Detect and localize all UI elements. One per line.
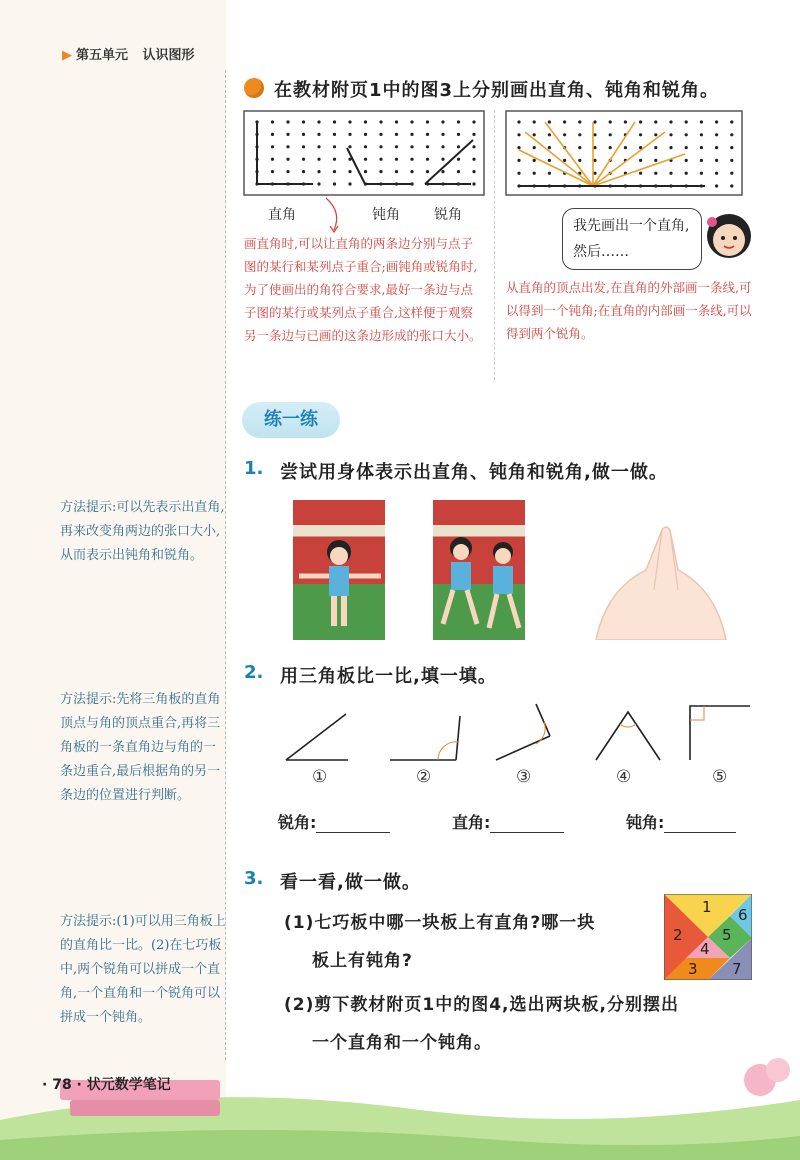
method-tip-3: 方法提示:(1)可以用三角板上的直角比一比。(2)在七巧板中,两个锐角可以拼成一个直角,一个直角和一个锐角可以拼成一个钝角。 bbox=[60, 914, 226, 1025]
grid-dot bbox=[517, 172, 520, 175]
acute-label: 锐角: bbox=[278, 813, 317, 832]
right-label: 直角: bbox=[452, 813, 491, 832]
grid-dot bbox=[379, 170, 382, 173]
label-obtuse-angle: 钝角 bbox=[372, 207, 400, 223]
grid-dot bbox=[426, 133, 429, 136]
grid-dot bbox=[457, 145, 460, 148]
grid-dot bbox=[302, 133, 305, 136]
grid-dot bbox=[700, 172, 703, 175]
grid-dot bbox=[517, 120, 520, 123]
grid-dot bbox=[457, 158, 460, 161]
method-tip-1: 方法提示:可以先表示出直角,再来改变角两边的张口大小,从而表示出钝角和锐角。 bbox=[60, 500, 225, 563]
grid-dot bbox=[593, 120, 596, 123]
grid-dot bbox=[578, 120, 581, 123]
grid-dot bbox=[715, 159, 718, 162]
grid-dot bbox=[379, 145, 382, 148]
grid-dot bbox=[685, 159, 688, 162]
label-acute-angle: 锐角 bbox=[434, 207, 462, 223]
grid-dot bbox=[333, 158, 336, 161]
grid-dot bbox=[609, 146, 612, 149]
tangram-label-2: 2 bbox=[673, 926, 683, 944]
angle-label-3: ③ bbox=[516, 767, 532, 787]
grid-dot bbox=[548, 120, 551, 123]
grid-dot bbox=[333, 145, 336, 148]
angle-label-4: ④ bbox=[616, 767, 632, 787]
grid-dot bbox=[395, 133, 398, 136]
grid-dot bbox=[715, 172, 718, 175]
right-answer-row bbox=[452, 810, 564, 833]
girl-avatar bbox=[704, 208, 754, 264]
grid-dot bbox=[715, 120, 718, 123]
grid-dot bbox=[715, 133, 718, 136]
grid-dot bbox=[533, 133, 536, 136]
grid-dot bbox=[348, 120, 351, 123]
grid-dot bbox=[472, 133, 475, 136]
q1-number: 1. bbox=[244, 458, 264, 479]
grid-dot bbox=[379, 158, 382, 161]
practice-badge: 练一练 bbox=[242, 402, 340, 438]
grid-dot bbox=[457, 133, 460, 136]
grid-dot bbox=[286, 120, 289, 123]
grid-dot bbox=[654, 159, 657, 162]
grid-dot bbox=[317, 158, 320, 161]
obtuse-answer-blank[interactable] bbox=[664, 814, 736, 833]
dot-grid-right bbox=[505, 110, 743, 196]
grid-dot bbox=[271, 170, 274, 173]
grid-dot bbox=[472, 182, 475, 185]
landscape-decoration bbox=[0, 1040, 800, 1160]
grid-dot bbox=[548, 172, 551, 175]
grid-dot bbox=[441, 120, 444, 123]
grid-dot bbox=[364, 158, 367, 161]
grid-dot bbox=[654, 133, 657, 136]
speech-bubble: 我先画出一个直角,然后…… bbox=[562, 208, 702, 270]
grid-dot bbox=[379, 120, 382, 123]
grid-dot bbox=[639, 159, 642, 162]
grid-dot bbox=[715, 184, 718, 187]
grid-dot bbox=[517, 146, 520, 149]
grid-dot bbox=[271, 120, 274, 123]
tangram-label-4: 4 bbox=[700, 940, 710, 958]
right-answer-blank[interactable] bbox=[490, 814, 564, 833]
grid-dot bbox=[654, 146, 657, 149]
grid-dot bbox=[364, 133, 367, 136]
arrow-icon bbox=[322, 196, 352, 236]
header-triangle-icon: ▶ bbox=[62, 48, 72, 63]
grid-dot bbox=[302, 145, 305, 148]
grid-dot bbox=[654, 172, 657, 175]
task-instruction: 在教材附页1中的图3上分别画出直角、钝角和锐角。 bbox=[274, 80, 720, 101]
tangram-label-7: 7 bbox=[732, 960, 742, 978]
angle-label-2: ② bbox=[416, 767, 432, 787]
grid-dot bbox=[669, 120, 672, 123]
grid-dot bbox=[548, 159, 551, 162]
tangram-label-3: 3 bbox=[688, 960, 698, 978]
grid-dot bbox=[700, 159, 703, 162]
grid-dot bbox=[715, 146, 718, 149]
dot-grid-left bbox=[243, 110, 485, 196]
header-unit: 第五单元 bbox=[76, 48, 129, 63]
grid-dot bbox=[317, 170, 320, 173]
obtuse-label: 钝角: bbox=[626, 813, 665, 832]
grid-dot bbox=[609, 133, 612, 136]
grid-dot bbox=[302, 120, 305, 123]
grid-dot bbox=[333, 120, 336, 123]
grid-dot bbox=[441, 158, 444, 161]
grid-dot bbox=[472, 120, 475, 123]
grid-dot bbox=[441, 145, 444, 148]
hands-acute-angle-image bbox=[566, 500, 752, 640]
grid-dot bbox=[730, 184, 733, 187]
grid-dot bbox=[578, 146, 581, 149]
grid-dot bbox=[654, 120, 657, 123]
q3-sub2b: 一个直角和一个钝角。 bbox=[312, 1033, 492, 1053]
grid-dot bbox=[441, 170, 444, 173]
grid-dot bbox=[730, 159, 733, 162]
grid-dot bbox=[517, 159, 520, 162]
grid-dot bbox=[364, 120, 367, 123]
obtuse-answer-row bbox=[626, 810, 736, 833]
footer-dot: · bbox=[42, 1077, 53, 1093]
q3-sub1b: 板上有钝角? bbox=[312, 951, 413, 971]
grid-dot bbox=[472, 158, 475, 161]
grid-dot bbox=[410, 170, 413, 173]
grid-dot bbox=[730, 120, 733, 123]
grid-dot bbox=[563, 120, 566, 123]
grid-dot bbox=[333, 182, 336, 185]
acute-answer-row bbox=[278, 810, 390, 833]
grid-dot bbox=[563, 159, 566, 162]
grid-dot bbox=[410, 133, 413, 136]
grid-dot bbox=[410, 158, 413, 161]
grid-dot bbox=[457, 170, 460, 173]
page-header bbox=[62, 44, 195, 63]
grid-dot bbox=[317, 133, 320, 136]
grid-dot bbox=[533, 172, 536, 175]
grid-dot bbox=[348, 182, 351, 185]
grid-dot bbox=[426, 158, 429, 161]
grid-dot bbox=[348, 145, 351, 148]
grid-dot bbox=[472, 170, 475, 173]
label-right-angle: 直角 bbox=[268, 207, 296, 223]
grid-dot bbox=[395, 120, 398, 123]
note-divider bbox=[494, 110, 495, 380]
note-left: 画直角时,可以让直角的两条边分别与点子图的某行和某列点子重合;画钝角或锐角时,为了使画出的角符合要求,最好一条边与点子图的某行或某列点子重合,这样便于观察另一条边与已画的这条边形成的张口大小。 bbox=[244, 236, 482, 343]
grid-dot bbox=[593, 146, 596, 149]
grid-dot bbox=[395, 170, 398, 173]
angle-figures bbox=[280, 700, 752, 770]
grid-dot bbox=[578, 133, 581, 136]
grid-dot bbox=[609, 120, 612, 123]
grid-dot bbox=[639, 172, 642, 175]
q3-sub2a: (2)剪下教材附页1中的图4,选出两块板,分别摆出 bbox=[284, 995, 679, 1015]
grid-dot bbox=[624, 146, 627, 149]
grid-dot bbox=[364, 170, 367, 173]
page-footer bbox=[42, 1074, 171, 1094]
tangram-label-5: 5 bbox=[722, 926, 732, 944]
grid-dot bbox=[593, 172, 596, 175]
acute-answer-blank[interactable] bbox=[316, 814, 390, 833]
grid-dot bbox=[685, 172, 688, 175]
grid-dot bbox=[271, 158, 274, 161]
grid-dot bbox=[333, 133, 336, 136]
q2-number: 2. bbox=[244, 662, 264, 683]
grid-dot bbox=[426, 120, 429, 123]
grid-dot bbox=[441, 133, 444, 136]
grid-dot bbox=[333, 170, 336, 173]
grid-dot bbox=[685, 146, 688, 149]
grid-dot bbox=[271, 133, 274, 136]
grid-dot bbox=[730, 172, 733, 175]
q3-text: 看一看,做一做。 bbox=[280, 872, 421, 893]
grid-dot bbox=[669, 146, 672, 149]
q3-number: 3. bbox=[244, 868, 264, 889]
grid-dot bbox=[317, 145, 320, 148]
grid-dot bbox=[593, 159, 596, 162]
grid-dot bbox=[457, 120, 460, 123]
header-topic: 认识图形 bbox=[142, 48, 195, 63]
photo-kids-right-angle bbox=[293, 500, 385, 640]
tangram-label-6: 6 bbox=[738, 906, 748, 924]
grid-dot bbox=[548, 133, 551, 136]
grid-dot bbox=[302, 158, 305, 161]
grid-dot bbox=[410, 120, 413, 123]
grid-dot bbox=[685, 133, 688, 136]
grid-dot bbox=[395, 158, 398, 161]
grid-dot bbox=[286, 158, 289, 161]
method-tip-2: 方法提示:先将三角板的直角顶点与角的顶点重合,再将三角板的一条直角边与角的一条边重合,最后根据角的另一条边的位置进行判断。 bbox=[60, 692, 221, 803]
grid-dot bbox=[533, 159, 536, 162]
footer-dot-2: · bbox=[71, 1077, 87, 1093]
grid-dot bbox=[700, 120, 703, 123]
grid-dot bbox=[317, 182, 320, 185]
orange-bullet-icon bbox=[244, 78, 264, 98]
photo-kids-obtuse-angle bbox=[433, 500, 525, 640]
grid-dot bbox=[624, 120, 627, 123]
grid-dot bbox=[533, 120, 536, 123]
tangram-label-1: 1 bbox=[702, 898, 712, 916]
grid-dot bbox=[730, 146, 733, 149]
angle-label-5: ⑤ bbox=[712, 767, 728, 787]
grid-dot bbox=[730, 133, 733, 136]
grid-dot bbox=[517, 133, 520, 136]
grid-dot bbox=[700, 133, 703, 136]
grid-dot bbox=[286, 145, 289, 148]
grid-dot bbox=[578, 159, 581, 162]
grid-dot bbox=[639, 133, 642, 136]
grid-dot bbox=[700, 146, 703, 149]
grid-dot bbox=[639, 120, 642, 123]
grid-dot bbox=[317, 120, 320, 123]
grid-dot bbox=[472, 145, 475, 148]
grid-dot bbox=[685, 120, 688, 123]
grid-dot bbox=[271, 145, 274, 148]
grid-dot bbox=[563, 133, 566, 136]
grid-dot bbox=[286, 133, 289, 136]
q3-sub1a: (1)七巧板中哪一块板上有直角?哪一块 bbox=[284, 913, 596, 933]
grid-dot bbox=[364, 145, 367, 148]
grid-dot bbox=[426, 145, 429, 148]
q1-text: 尝试用身体表示出直角、钝角和锐角,做一做。 bbox=[280, 462, 668, 483]
page-number: 78 bbox=[52, 1077, 72, 1093]
grid-dot bbox=[548, 146, 551, 149]
q2-text: 用三角板比一比,填一填。 bbox=[280, 666, 497, 687]
grid-dot bbox=[410, 145, 413, 148]
book-title: 状元数学笔记 bbox=[86, 1077, 171, 1093]
grid-dot bbox=[593, 133, 596, 136]
grid-dot bbox=[426, 170, 429, 173]
note-right: 从直角的顶点出发,在直角的外部画一条线,可以得到一个钝角;在直角的内部画一条线,可以得到两个锐角。 bbox=[506, 280, 752, 341]
grid-dot bbox=[395, 145, 398, 148]
angle-label-1: ① bbox=[312, 767, 328, 787]
grid-dot bbox=[669, 133, 672, 136]
grid-dot bbox=[348, 170, 351, 173]
grid-dot bbox=[348, 133, 351, 136]
grid-dot bbox=[286, 170, 289, 173]
grid-dot bbox=[669, 172, 672, 175]
grid-dot bbox=[302, 170, 305, 173]
grid-dot bbox=[379, 133, 382, 136]
grid-dot bbox=[533, 146, 536, 149]
